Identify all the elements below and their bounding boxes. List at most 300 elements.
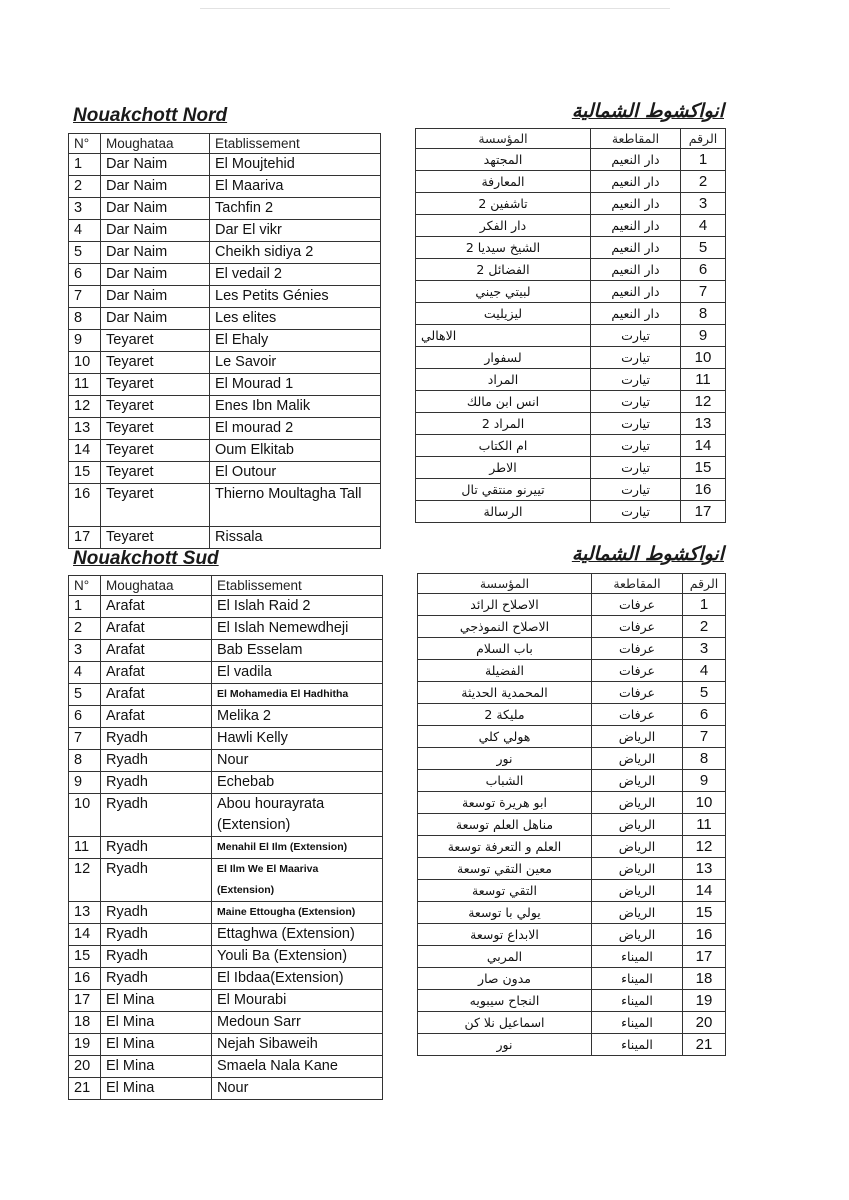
row-number-ar: 17 bbox=[683, 946, 726, 968]
row-moughataa-ar: تيارت bbox=[591, 435, 681, 457]
row-number-ar: 9 bbox=[683, 770, 726, 792]
row-number-ar: 6 bbox=[681, 259, 726, 281]
row-number: 14 bbox=[69, 924, 101, 946]
row-establishment-ar: يولي با توسعة bbox=[418, 902, 592, 924]
table-row bbox=[416, 457, 726, 479]
row-establishment-ar: مدون صار bbox=[418, 968, 592, 990]
row-number-ar: 19 bbox=[683, 990, 726, 1012]
table-row bbox=[418, 1012, 726, 1034]
row-number-ar: 7 bbox=[683, 726, 726, 748]
table-row bbox=[69, 902, 383, 924]
row-number-ar: 17 bbox=[681, 501, 726, 523]
table-row bbox=[416, 281, 726, 303]
row-establishment-ar: المجتهد bbox=[416, 149, 591, 171]
table-row bbox=[69, 1056, 383, 1078]
row-moughataa: Arafat bbox=[101, 706, 212, 728]
table-row bbox=[418, 660, 726, 682]
table-row bbox=[69, 352, 381, 374]
row-moughataa: Ryadh bbox=[101, 750, 212, 772]
row-moughataa: Dar Naim bbox=[101, 220, 210, 242]
row-moughataa: Arafat bbox=[101, 662, 212, 684]
row-moughataa: Teyaret bbox=[101, 484, 210, 527]
row-number: 21 bbox=[69, 1078, 101, 1100]
row-moughataa-ar: الرياض bbox=[592, 836, 683, 858]
row-number-ar: 13 bbox=[681, 413, 726, 435]
row-moughataa: Dar Naim bbox=[101, 308, 210, 330]
table-row bbox=[416, 149, 726, 171]
row-etablissement: El Mourad 1 bbox=[210, 374, 381, 396]
row-number-ar: 18 bbox=[683, 968, 726, 990]
table-row bbox=[416, 237, 726, 259]
col-header-number: N° bbox=[69, 134, 101, 154]
table-row bbox=[69, 374, 381, 396]
row-moughataa: Ryadh bbox=[101, 772, 212, 794]
row-establishment-ar: مناهل العلم توسعة bbox=[418, 814, 592, 836]
row-number: 11 bbox=[69, 374, 101, 396]
scan-top-edge bbox=[200, 8, 670, 9]
row-etablissement: El Islah Raid 2 bbox=[212, 596, 383, 618]
row-moughataa-ar: الميناء bbox=[592, 1012, 683, 1034]
row-number: 10 bbox=[69, 352, 101, 374]
row-etablissement: Nour bbox=[212, 750, 383, 772]
row-number-ar: 9 bbox=[681, 325, 726, 347]
table-row bbox=[418, 836, 726, 858]
table-row bbox=[69, 837, 383, 859]
title-sud-arabic: انواكشوط الشمالية bbox=[571, 543, 724, 565]
row-etablissement: Smaela Nala Kane bbox=[212, 1056, 383, 1078]
table-row bbox=[418, 638, 726, 660]
row-number: 3 bbox=[69, 640, 101, 662]
table-row bbox=[69, 396, 381, 418]
row-moughataa-ar: الرياض bbox=[592, 726, 683, 748]
row-moughataa-ar: عرفات bbox=[592, 660, 683, 682]
row-moughataa-ar: تيارت bbox=[591, 413, 681, 435]
table-row bbox=[69, 308, 381, 330]
row-moughataa: Teyaret bbox=[101, 330, 210, 352]
row-number-ar: 7 bbox=[681, 281, 726, 303]
table-row bbox=[69, 618, 383, 640]
row-establishment-ar: تييرنو منتقي تال bbox=[416, 479, 591, 501]
row-moughataa-ar: دار النعيم bbox=[591, 193, 681, 215]
row-moughataa-ar: الميناء bbox=[592, 968, 683, 990]
row-moughataa: Ryadh bbox=[101, 728, 212, 750]
row-moughataa-ar: تيارت bbox=[591, 347, 681, 369]
row-moughataa-ar: تيارت bbox=[591, 369, 681, 391]
row-number: 19 bbox=[69, 1034, 101, 1056]
table-row bbox=[418, 968, 726, 990]
table-row bbox=[69, 440, 381, 462]
row-moughataa-ar: دار النعيم bbox=[591, 215, 681, 237]
row-moughataa: El Mina bbox=[101, 1078, 212, 1100]
table-row bbox=[416, 259, 726, 281]
row-moughataa: Teyaret bbox=[101, 352, 210, 374]
row-moughataa: Dar Naim bbox=[101, 198, 210, 220]
row-establishment-ar: الاهالي bbox=[416, 325, 591, 347]
row-number: 4 bbox=[69, 662, 101, 684]
row-establishment-ar: لبيتي جيني bbox=[416, 281, 591, 303]
row-moughataa-ar: الرياض bbox=[592, 902, 683, 924]
row-number-ar: 15 bbox=[683, 902, 726, 924]
row-establishment-ar: المراد 2 bbox=[416, 413, 591, 435]
row-etablissement: El Ilm We El Maariva (Extension) bbox=[212, 859, 383, 902]
row-etablissement: El Ibdaa(Extension) bbox=[212, 968, 383, 990]
table-header-row bbox=[416, 129, 726, 149]
row-number: 11 bbox=[69, 837, 101, 859]
row-etablissement: El Islah Nemewdheji bbox=[212, 618, 383, 640]
table-nord-french bbox=[68, 133, 381, 549]
row-etablissement: Bab Esselam bbox=[212, 640, 383, 662]
table-row bbox=[69, 1034, 383, 1056]
row-establishment-ar: ام الكتاب bbox=[416, 435, 591, 457]
row-etablissement: Echebab bbox=[212, 772, 383, 794]
row-establishment-ar: اسماعيل نلا كن bbox=[418, 1012, 592, 1034]
row-establishment-ar: المحمدية الحديثة bbox=[418, 682, 592, 704]
col-header-establishment-ar: المؤسسة bbox=[418, 574, 592, 594]
row-number-ar: 10 bbox=[681, 347, 726, 369]
row-number: 14 bbox=[69, 440, 101, 462]
row-establishment-ar: نور bbox=[418, 1034, 592, 1056]
table-sud-french bbox=[68, 575, 383, 1100]
row-number-ar: 5 bbox=[681, 237, 726, 259]
table-row bbox=[69, 154, 381, 176]
row-moughataa: Ryadh bbox=[101, 946, 212, 968]
row-moughataa: Arafat bbox=[101, 596, 212, 618]
row-moughataa: Ryadh bbox=[101, 859, 212, 902]
table-row bbox=[69, 684, 383, 706]
row-moughataa: Ryadh bbox=[101, 837, 212, 859]
row-establishment-ar: المربي bbox=[418, 946, 592, 968]
table-nord-arabic bbox=[415, 128, 726, 523]
row-etablissement: El Maariva bbox=[210, 176, 381, 198]
row-moughataa: Teyaret bbox=[101, 527, 210, 549]
row-establishment-ar: الشيخ سيديا 2 bbox=[416, 237, 591, 259]
row-moughataa: El Mina bbox=[101, 1012, 212, 1034]
row-number: 9 bbox=[69, 772, 101, 794]
col-header-moughataa-ar: المقاطعة bbox=[591, 129, 681, 149]
row-number-ar: 2 bbox=[681, 171, 726, 193]
table-row bbox=[69, 794, 383, 837]
col-header-moughataa: Moughataa bbox=[101, 576, 212, 596]
row-establishment-ar: التقي توسعة bbox=[418, 880, 592, 902]
row-establishment-ar: تاشفين 2 bbox=[416, 193, 591, 215]
table-row bbox=[416, 413, 726, 435]
table-row bbox=[416, 193, 726, 215]
row-establishment-ar: الاطر bbox=[416, 457, 591, 479]
row-etablissement: El Ehaly bbox=[210, 330, 381, 352]
table-row bbox=[69, 640, 383, 662]
row-moughataa: Ryadh bbox=[101, 968, 212, 990]
table-row bbox=[416, 325, 726, 347]
table-row bbox=[69, 924, 383, 946]
row-number: 10 bbox=[69, 794, 101, 837]
table-row bbox=[69, 990, 383, 1012]
row-etablissement: Nejah Sibaweih bbox=[212, 1034, 383, 1056]
table-row bbox=[416, 391, 726, 413]
row-number: 15 bbox=[69, 462, 101, 484]
row-moughataa-ar: الميناء bbox=[592, 990, 683, 1012]
row-etablissement: El Outour bbox=[210, 462, 381, 484]
row-etablissement: El Mohamedia El Hadhitha bbox=[212, 684, 383, 706]
row-etablissement: Rissala bbox=[210, 527, 381, 549]
row-moughataa: Dar Naim bbox=[101, 242, 210, 264]
table-row bbox=[69, 772, 383, 794]
row-etablissement: Medoun Sarr bbox=[212, 1012, 383, 1034]
table-row bbox=[69, 220, 381, 242]
row-number: 8 bbox=[69, 308, 101, 330]
table-sud-arabic bbox=[417, 573, 726, 1056]
table-row bbox=[69, 596, 383, 618]
row-establishment-ar: هولي كلي bbox=[418, 726, 592, 748]
row-establishment-ar: الفضيلة bbox=[418, 660, 592, 682]
row-number-ar: 5 bbox=[683, 682, 726, 704]
col-header-moughataa: Moughataa bbox=[101, 134, 210, 154]
row-moughataa-ar: عرفات bbox=[592, 704, 683, 726]
row-number-ar: 4 bbox=[681, 215, 726, 237]
row-number: 18 bbox=[69, 1012, 101, 1034]
row-etablissement: El Moujtehid bbox=[210, 154, 381, 176]
row-number: 13 bbox=[69, 418, 101, 440]
row-number-ar: 2 bbox=[683, 616, 726, 638]
row-etablissement: Les Petits Génies bbox=[210, 286, 381, 308]
row-number: 4 bbox=[69, 220, 101, 242]
row-number: 17 bbox=[69, 527, 101, 549]
table-row bbox=[69, 198, 381, 220]
row-establishment-ar: ابو هريرة توسعة bbox=[418, 792, 592, 814]
row-moughataa: Dar Naim bbox=[101, 264, 210, 286]
row-etablissement: Nour bbox=[212, 1078, 383, 1100]
row-moughataa-ar: الرياض bbox=[592, 814, 683, 836]
row-etablissement: Tachfin 2 bbox=[210, 198, 381, 220]
table-row bbox=[418, 858, 726, 880]
row-number-ar: 12 bbox=[683, 836, 726, 858]
table-row bbox=[418, 616, 726, 638]
row-number-ar: 4 bbox=[683, 660, 726, 682]
table-row bbox=[418, 990, 726, 1012]
table-row bbox=[416, 215, 726, 237]
row-moughataa-ar: تيارت bbox=[591, 391, 681, 413]
table-row bbox=[69, 946, 383, 968]
row-number: 2 bbox=[69, 618, 101, 640]
table-row bbox=[69, 527, 381, 549]
table-row bbox=[69, 330, 381, 352]
table-row bbox=[69, 706, 383, 728]
table-row bbox=[69, 462, 381, 484]
row-establishment-ar: نور bbox=[418, 748, 592, 770]
row-etablissement: Le Savoir bbox=[210, 352, 381, 374]
row-establishment-ar: الرسالة bbox=[416, 501, 591, 523]
row-moughataa-ar: الميناء bbox=[592, 946, 683, 968]
row-number: 5 bbox=[69, 684, 101, 706]
table-row bbox=[418, 924, 726, 946]
row-number: 1 bbox=[69, 596, 101, 618]
row-moughataa-ar: دار النعيم bbox=[591, 149, 681, 171]
row-etablissement: Maine Ettougha (Extension) bbox=[212, 902, 383, 924]
table-row bbox=[69, 242, 381, 264]
table-row bbox=[418, 726, 726, 748]
row-etablissement: Oum Elkitab bbox=[210, 440, 381, 462]
row-number-ar: 13 bbox=[683, 858, 726, 880]
row-moughataa-ar: الرياض bbox=[592, 858, 683, 880]
row-number: 6 bbox=[69, 706, 101, 728]
row-establishment-ar: باب السلام bbox=[418, 638, 592, 660]
row-number: 7 bbox=[69, 728, 101, 750]
row-establishment-ar: العلم و التعرفة توسعة bbox=[418, 836, 592, 858]
row-number-ar: 8 bbox=[683, 748, 726, 770]
row-establishment-ar: الاصلاح الرائد bbox=[418, 594, 592, 616]
table-row bbox=[69, 176, 381, 198]
table-row bbox=[69, 968, 383, 990]
row-number: 3 bbox=[69, 198, 101, 220]
table-row bbox=[69, 662, 383, 684]
row-moughataa-ar: الميناء bbox=[592, 1034, 683, 1056]
row-establishment-ar: المراد bbox=[416, 369, 591, 391]
row-moughataa: Teyaret bbox=[101, 440, 210, 462]
table-row bbox=[69, 286, 381, 308]
row-number-ar: 20 bbox=[683, 1012, 726, 1034]
row-number: 16 bbox=[69, 968, 101, 990]
table-row bbox=[69, 728, 383, 750]
col-header-number-ar: الرقم bbox=[683, 574, 726, 594]
row-number: 2 bbox=[69, 176, 101, 198]
row-number-ar: 15 bbox=[681, 457, 726, 479]
row-number-ar: 11 bbox=[681, 369, 726, 391]
row-number-ar: 6 bbox=[683, 704, 726, 726]
row-moughataa: Arafat bbox=[101, 684, 212, 706]
table-header-row bbox=[418, 574, 726, 594]
row-establishment-ar: مليكة 2 bbox=[418, 704, 592, 726]
col-header-etablissement: Etablissement bbox=[210, 134, 381, 154]
row-number: 8 bbox=[69, 750, 101, 772]
row-moughataa: Teyaret bbox=[101, 418, 210, 440]
row-establishment-ar: انس ابن مالك bbox=[416, 391, 591, 413]
row-moughataa-ar: تيارت bbox=[591, 479, 681, 501]
row-number: 12 bbox=[69, 859, 101, 902]
row-etablissement: Ettaghwa (Extension) bbox=[212, 924, 383, 946]
row-etablissement: El vadila bbox=[212, 662, 383, 684]
row-number: 13 bbox=[69, 902, 101, 924]
row-moughataa: Arafat bbox=[101, 640, 212, 662]
row-number-ar: 1 bbox=[683, 594, 726, 616]
row-moughataa-ar: عرفات bbox=[592, 682, 683, 704]
col-header-establishment-ar: المؤسسة bbox=[416, 129, 591, 149]
row-number: 16 bbox=[69, 484, 101, 527]
table-row bbox=[69, 418, 381, 440]
table-row bbox=[418, 704, 726, 726]
row-number-ar: 16 bbox=[683, 924, 726, 946]
row-etablissement: Les elites bbox=[210, 308, 381, 330]
table-row bbox=[69, 1012, 383, 1034]
row-number: 17 bbox=[69, 990, 101, 1012]
row-number-ar: 16 bbox=[681, 479, 726, 501]
row-number: 20 bbox=[69, 1056, 101, 1078]
table-row bbox=[418, 814, 726, 836]
table-row bbox=[416, 435, 726, 457]
table-row bbox=[418, 594, 726, 616]
row-moughataa: Teyaret bbox=[101, 374, 210, 396]
row-number-ar: 10 bbox=[683, 792, 726, 814]
row-etablissement: Youli Ba (Extension) bbox=[212, 946, 383, 968]
row-moughataa-ar: دار النعيم bbox=[591, 303, 681, 325]
row-establishment-ar: الاصلاح النموذجي bbox=[418, 616, 592, 638]
table-row bbox=[69, 1078, 383, 1100]
table-row bbox=[418, 902, 726, 924]
row-etablissement: Dar El vikr bbox=[210, 220, 381, 242]
row-number-ar: 12 bbox=[681, 391, 726, 413]
row-etablissement: Thierno Moultagha Tall bbox=[210, 484, 381, 527]
col-header-number: N° bbox=[69, 576, 101, 596]
row-establishment-ar: المعارفة bbox=[416, 171, 591, 193]
row-moughataa-ar: الرياض bbox=[592, 748, 683, 770]
table-row bbox=[418, 682, 726, 704]
row-moughataa-ar: تيارت bbox=[591, 457, 681, 479]
row-moughataa: Dar Naim bbox=[101, 286, 210, 308]
table-row bbox=[418, 1034, 726, 1056]
table-row bbox=[416, 347, 726, 369]
row-etablissement: El mourad 2 bbox=[210, 418, 381, 440]
table-row bbox=[416, 171, 726, 193]
table-row bbox=[416, 479, 726, 501]
row-moughataa-ar: عرفات bbox=[592, 638, 683, 660]
row-moughataa: Ryadh bbox=[101, 794, 212, 837]
row-moughataa-ar: عرفات bbox=[592, 616, 683, 638]
row-moughataa: Dar Naim bbox=[101, 154, 210, 176]
row-number-ar: 11 bbox=[683, 814, 726, 836]
row-moughataa-ar: دار النعيم bbox=[591, 281, 681, 303]
row-number: 6 bbox=[69, 264, 101, 286]
row-etablissement: Cheikh sidiya 2 bbox=[210, 242, 381, 264]
row-moughataa-ar: الرياض bbox=[592, 770, 683, 792]
row-moughataa-ar: تيارت bbox=[591, 501, 681, 523]
col-header-moughataa-ar: المقاطعة bbox=[592, 574, 683, 594]
row-moughataa: Ryadh bbox=[101, 902, 212, 924]
table-row bbox=[69, 859, 383, 902]
title-nouakchott-nord: Nouakchott Nord bbox=[73, 105, 228, 126]
row-moughataa: El Mina bbox=[101, 1034, 212, 1056]
row-number-ar: 3 bbox=[681, 193, 726, 215]
col-header-etablissement: Etablissement bbox=[212, 576, 383, 596]
table-row bbox=[416, 501, 726, 523]
row-moughataa-ar: الرياض bbox=[592, 924, 683, 946]
row-moughataa: Teyaret bbox=[101, 396, 210, 418]
row-establishment-ar: الفضائل 2 bbox=[416, 259, 591, 281]
row-number: 15 bbox=[69, 946, 101, 968]
row-moughataa-ar: الرياض bbox=[592, 792, 683, 814]
row-moughataa: Teyaret bbox=[101, 462, 210, 484]
row-moughataa-ar: عرفات bbox=[592, 594, 683, 616]
row-number: 5 bbox=[69, 242, 101, 264]
row-moughataa-ar: الرياض bbox=[592, 880, 683, 902]
row-moughataa-ar: دار النعيم bbox=[591, 237, 681, 259]
table-row bbox=[416, 369, 726, 391]
row-establishment-ar: الابداع توسعة bbox=[418, 924, 592, 946]
row-establishment-ar: لسفوار bbox=[416, 347, 591, 369]
title-nord-arabic: انواكشوط الشمالية bbox=[571, 100, 724, 122]
row-moughataa: Ryadh bbox=[101, 924, 212, 946]
row-establishment-ar: الشباب bbox=[418, 770, 592, 792]
table-row bbox=[418, 946, 726, 968]
table-header-row bbox=[69, 576, 383, 596]
row-etablissement: El Mourabi bbox=[212, 990, 383, 1012]
row-moughataa-ar: تيارت bbox=[591, 325, 681, 347]
row-number-ar: 8 bbox=[681, 303, 726, 325]
row-establishment-ar: معين التقي توسعة bbox=[418, 858, 592, 880]
table-row bbox=[418, 770, 726, 792]
table-header-row bbox=[69, 134, 381, 154]
col-header-number-ar: الرقم bbox=[681, 129, 726, 149]
row-moughataa: Dar Naim bbox=[101, 176, 210, 198]
row-etablissement: Enes Ibn Malik bbox=[210, 396, 381, 418]
row-etablissement: Menahil El Ilm (Extension) bbox=[212, 837, 383, 859]
